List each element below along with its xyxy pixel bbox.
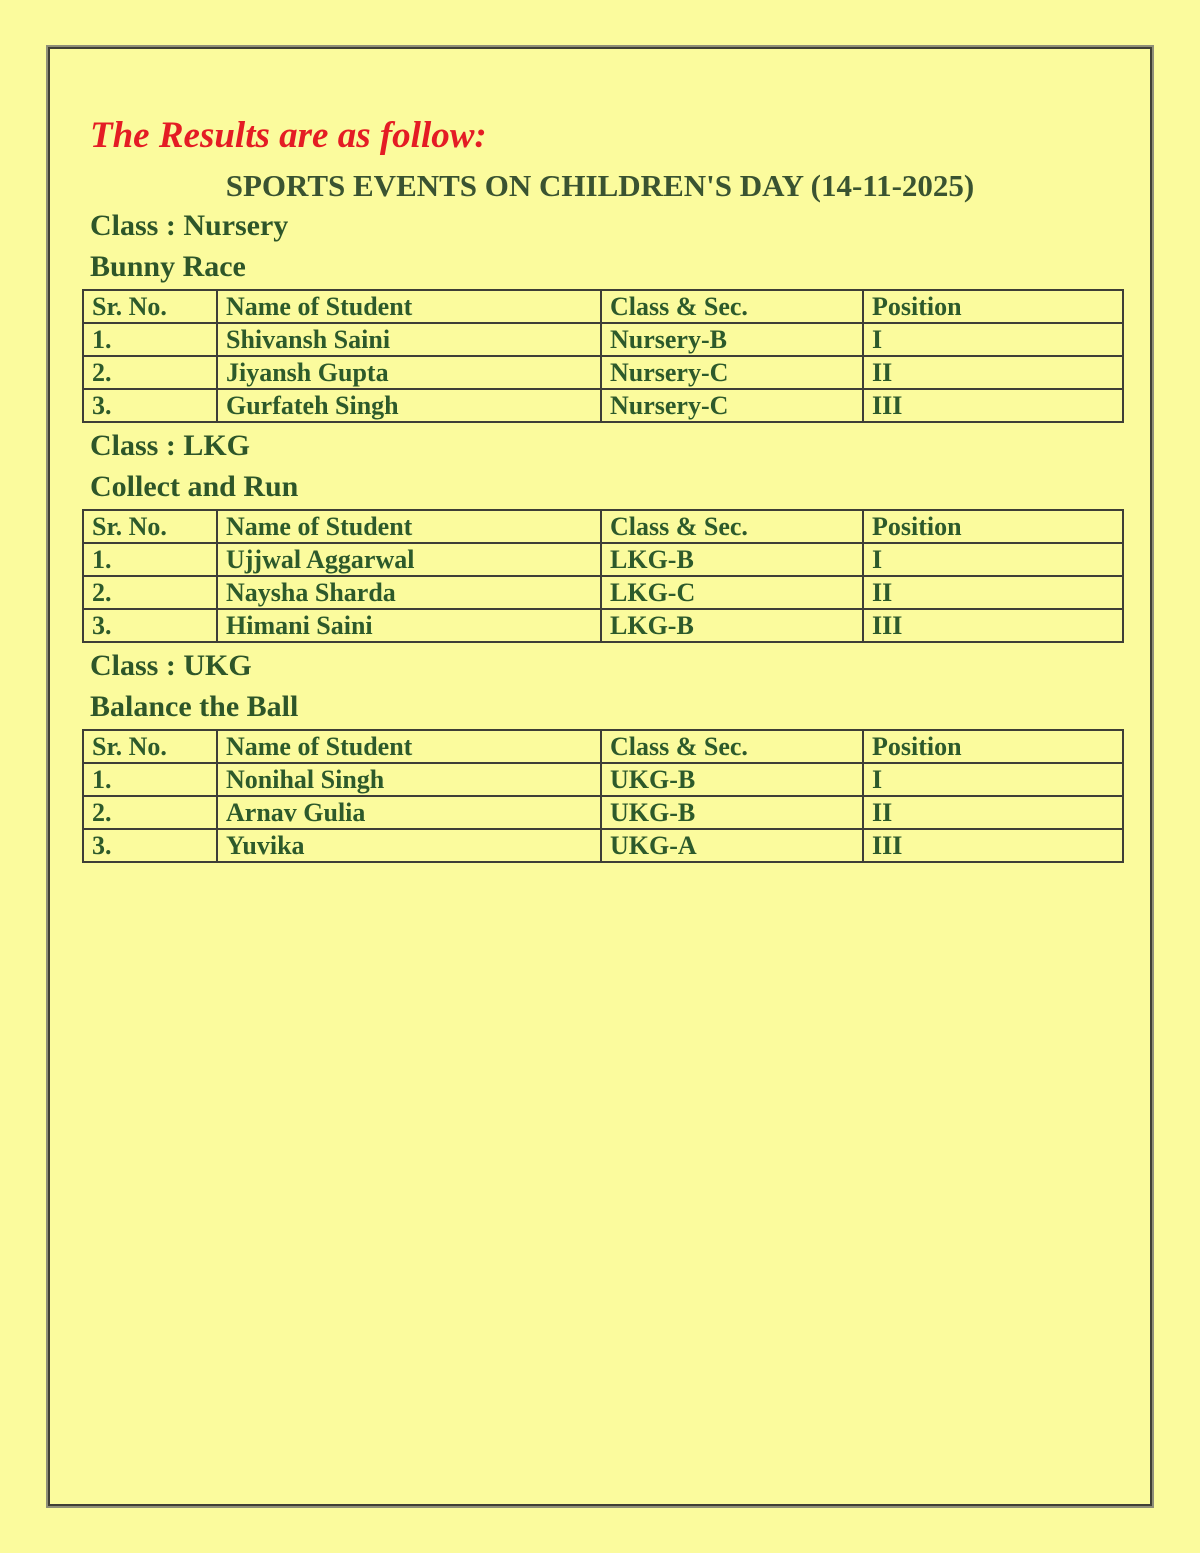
table-row <box>83 389 1123 422</box>
header-student-name: Name of Student <box>217 730 601 763</box>
section-ukg <box>50 645 1150 863</box>
position-cell: I <box>863 543 1123 576</box>
student-name-cell: Jiyansh Gupta <box>217 356 601 389</box>
header-sr-no: Sr. No. <box>83 730 217 763</box>
class-sec-cell: LKG-C <box>601 576 863 609</box>
class-sec-cell: UKG-A <box>601 829 863 862</box>
table-header-row <box>83 290 1123 323</box>
results-table <box>82 729 1124 863</box>
header-position: Position <box>863 290 1123 323</box>
results-table <box>82 509 1124 643</box>
class-label: Class : Nursery <box>90 209 289 242</box>
table-row <box>83 323 1123 356</box>
sr-no-cell: 1. <box>83 763 217 796</box>
student-name-cell: Gurfateh Singh <box>217 389 601 422</box>
class-sec-cell: Nursery-C <box>601 389 863 422</box>
class-sec-cell: UKG-B <box>601 763 863 796</box>
position-cell: III <box>863 829 1123 862</box>
position-cell: II <box>863 356 1123 389</box>
sr-no-cell: 2. <box>83 796 217 829</box>
sr-no-cell: 1. <box>83 323 217 356</box>
results-table <box>82 289 1124 423</box>
page-title: SPORTS EVENTS ON CHILDREN'S DAY (14-11-2025) <box>225 168 975 203</box>
event-name-label: Bunny Race <box>90 250 246 283</box>
position-cell: I <box>863 323 1123 356</box>
class-sec-cell: UKG-B <box>601 796 863 829</box>
sr-no-cell: 3. <box>83 829 217 862</box>
event-name-label: Balance the Ball <box>90 690 299 723</box>
sr-no-cell: 3. <box>83 389 217 422</box>
header-position: Position <box>863 730 1123 763</box>
table-row <box>83 829 1123 862</box>
results-heading: The Results are as follow: <box>90 115 487 156</box>
position-cell: II <box>863 796 1123 829</box>
table-row <box>83 763 1123 796</box>
header-class-sec: Class & Sec. <box>601 730 863 763</box>
student-name-cell: Himani Saini <box>217 609 601 642</box>
header-sr-no: Sr. No. <box>83 290 217 323</box>
student-name-cell: Arnav Gulia <box>217 796 601 829</box>
student-name-cell: Naysha Sharda <box>217 576 601 609</box>
table-row <box>83 796 1123 829</box>
class-sec-cell: LKG-B <box>601 609 863 642</box>
class-sec-cell: LKG-B <box>601 543 863 576</box>
document-page <box>48 47 1152 1506</box>
sr-no-cell: 3. <box>83 609 217 642</box>
table-header-row <box>83 730 1123 763</box>
section-lkg <box>50 425 1150 643</box>
table-row <box>83 576 1123 609</box>
sr-no-cell: 2. <box>83 576 217 609</box>
table-header-row <box>83 510 1123 543</box>
student-name-cell: Nonihal Singh <box>217 763 601 796</box>
position-cell: I <box>863 763 1123 796</box>
position-cell: III <box>863 389 1123 422</box>
student-name-cell: Yuvika <box>217 829 601 862</box>
class-sec-cell: Nursery-B <box>601 323 863 356</box>
header-student-name: Name of Student <box>217 510 601 543</box>
header-class-sec: Class & Sec. <box>601 510 863 543</box>
table-row <box>83 543 1123 576</box>
class-sec-cell: Nursery-C <box>601 356 863 389</box>
header-sr-no: Sr. No. <box>83 510 217 543</box>
student-name-cell: Shivansh Saini <box>217 323 601 356</box>
section-nursery <box>50 205 1150 423</box>
table-row <box>83 609 1123 642</box>
position-cell: II <box>863 576 1123 609</box>
header-class-sec: Class & Sec. <box>601 290 863 323</box>
header-student-name: Name of Student <box>217 290 601 323</box>
class-label: Class : UKG <box>90 649 252 682</box>
class-label: Class : LKG <box>90 429 251 462</box>
table-row <box>83 356 1123 389</box>
sr-no-cell: 2. <box>83 356 217 389</box>
event-name-label: Collect and Run <box>90 470 299 503</box>
student-name-cell: Ujjwal Aggarwal <box>217 543 601 576</box>
header-position: Position <box>863 510 1123 543</box>
position-cell: III <box>863 609 1123 642</box>
sr-no-cell: 1. <box>83 543 217 576</box>
